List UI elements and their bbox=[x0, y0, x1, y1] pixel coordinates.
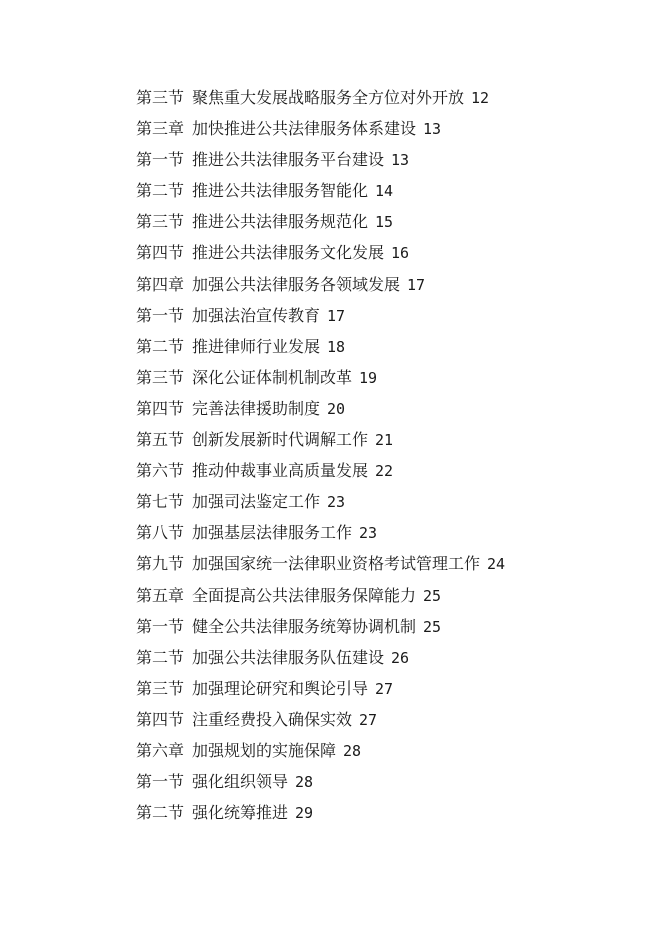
toc-entry[interactable] bbox=[136, 144, 636, 175]
toc-entry-label: 第九节 bbox=[136, 554, 185, 574]
toc-entry-page: 27 bbox=[375, 679, 394, 698]
toc-entry-page: 20 bbox=[327, 399, 346, 418]
toc-entry[interactable] bbox=[136, 82, 636, 113]
toc-entry[interactable] bbox=[136, 642, 636, 673]
toc-entry-page: 26 bbox=[391, 648, 410, 667]
toc-entry[interactable] bbox=[136, 424, 636, 455]
toc-entry-title: 推进律师行业发展 bbox=[192, 336, 321, 356]
toc-entry[interactable] bbox=[136, 704, 636, 735]
toc-entry-label: 第一节 bbox=[136, 772, 185, 792]
toc-entry-title: 加强公共法律服务各领域发展 bbox=[192, 274, 401, 294]
toc-entry[interactable] bbox=[136, 300, 636, 331]
toc-entry-title: 推进公共法律服务规范化 bbox=[192, 212, 369, 232]
toc-entry-title: 加强基层法律服务工作 bbox=[192, 523, 353, 543]
toc-entry[interactable] bbox=[136, 237, 636, 268]
toc-entry-page: 25 bbox=[423, 586, 442, 605]
toc-entry-title: 加强国家统一法律职业资格考试管理工作 bbox=[192, 554, 481, 574]
toc-entry[interactable] bbox=[136, 175, 636, 206]
toc-entry-label: 第一节 bbox=[136, 616, 185, 636]
toc-entry-label: 第三节 bbox=[136, 88, 185, 107]
toc-entry-label: 第三章 bbox=[136, 119, 185, 139]
toc-entry-page: 12 bbox=[471, 89, 490, 107]
toc-entry-label: 第三节 bbox=[136, 678, 185, 698]
toc-entry[interactable] bbox=[136, 517, 636, 548]
toc-entry[interactable] bbox=[136, 766, 636, 797]
toc-entry-page: 16 bbox=[391, 244, 410, 263]
toc-entry-title: 聚焦重大发展战略服务全方位对外开放 bbox=[192, 88, 465, 107]
toc-entry-page: 17 bbox=[327, 306, 346, 325]
toc-entry-title: 创新发展新时代调解工作 bbox=[192, 430, 369, 450]
toc-entry-title: 完善法律援助制度 bbox=[192, 398, 321, 418]
toc-entry-title: 加强公共法律服务队伍建设 bbox=[192, 647, 385, 667]
toc-entry-label: 第二节 bbox=[136, 336, 185, 356]
toc-entry[interactable] bbox=[136, 269, 636, 300]
toc-entry-title: 加快推进公共法律服务体系建设 bbox=[192, 119, 417, 139]
toc-entry-label: 第二节 bbox=[136, 803, 185, 823]
toc-entry-title: 推进公共法律服务文化发展 bbox=[192, 243, 385, 263]
toc-entry-page: 24 bbox=[487, 555, 506, 574]
toc-entry-page: 13 bbox=[423, 120, 442, 139]
toc-entry-title: 加强理论研究和舆论引导 bbox=[192, 678, 369, 698]
toc-entry-title: 深化公证体制机制改革 bbox=[192, 367, 353, 387]
toc-entry[interactable] bbox=[136, 486, 636, 517]
toc-entry-label: 第八节 bbox=[136, 523, 185, 543]
toc-entry-page: 17 bbox=[407, 275, 426, 294]
toc-entry[interactable] bbox=[136, 797, 636, 828]
toc-entry[interactable] bbox=[136, 735, 636, 766]
toc-entry-page: 14 bbox=[375, 182, 394, 201]
toc-entry-page: 22 bbox=[375, 462, 394, 481]
toc-entry-page: 21 bbox=[375, 431, 394, 450]
toc-entry[interactable] bbox=[136, 580, 636, 611]
toc-entry[interactable] bbox=[136, 113, 636, 144]
toc-entry-title: 强化统筹推进 bbox=[192, 803, 289, 823]
toc-entry-label: 第四节 bbox=[136, 709, 185, 729]
toc-entry-title: 全面提高公共法律服务保障能力 bbox=[192, 585, 417, 605]
toc-entry-title: 推进公共法律服务平台建设 bbox=[192, 150, 385, 170]
toc-entry-page: 13 bbox=[391, 151, 410, 170]
toc-entry-page: 23 bbox=[359, 524, 378, 543]
toc-entry-label: 第五章 bbox=[136, 585, 185, 605]
toc-entry-title: 强化组织领导 bbox=[192, 772, 289, 792]
toc-entry-label: 第四节 bbox=[136, 243, 185, 263]
toc-entry-label: 第四节 bbox=[136, 398, 185, 418]
toc-entry-title: 推动仲裁事业高质量发展 bbox=[192, 461, 369, 481]
toc-entry[interactable] bbox=[136, 548, 636, 579]
toc-entry-label: 第六节 bbox=[136, 461, 185, 481]
toc-entry-label: 第四章 bbox=[136, 274, 185, 294]
toc-entry[interactable] bbox=[136, 362, 636, 393]
toc-entry-page: 23 bbox=[327, 493, 346, 512]
toc-entry-page: 25 bbox=[423, 617, 442, 636]
toc-entry-label: 第三节 bbox=[136, 367, 185, 387]
toc-entry-label: 第二节 bbox=[136, 647, 185, 667]
table-of-contents bbox=[136, 82, 636, 828]
toc-entry-label: 第一节 bbox=[136, 305, 185, 325]
toc-entry[interactable] bbox=[136, 206, 636, 237]
toc-entry-page: 19 bbox=[359, 368, 378, 387]
toc-entry-page: 29 bbox=[295, 804, 314, 823]
toc-entry-title: 加强司法鉴定工作 bbox=[192, 492, 321, 512]
toc-entry-page: 28 bbox=[295, 773, 314, 792]
toc-entry-page: 27 bbox=[359, 710, 378, 729]
toc-entry[interactable] bbox=[136, 331, 636, 362]
toc-entry-title: 健全公共法律服务统筹协调机制 bbox=[192, 616, 417, 636]
toc-entry-label: 第三节 bbox=[136, 212, 185, 232]
toc-entry-page: 28 bbox=[343, 741, 362, 760]
toc-entry-title: 注重经费投入确保实效 bbox=[192, 709, 353, 729]
toc-entry[interactable] bbox=[136, 393, 636, 424]
toc-entry-label: 第一节 bbox=[136, 150, 185, 170]
toc-entry-label: 第五节 bbox=[136, 430, 185, 450]
toc-entry[interactable] bbox=[136, 611, 636, 642]
toc-entry-label: 第六章 bbox=[136, 740, 185, 760]
toc-entry-page: 15 bbox=[375, 213, 394, 232]
toc-entry-page: 18 bbox=[327, 337, 346, 356]
toc-entry-title: 加强规划的实施保障 bbox=[192, 740, 337, 760]
toc-entry[interactable] bbox=[136, 673, 636, 704]
toc-entry[interactable] bbox=[136, 455, 636, 486]
toc-entry-title: 加强法治宣传教育 bbox=[192, 305, 321, 325]
toc-entry-title: 推进公共法律服务智能化 bbox=[192, 181, 369, 201]
toc-entry-label: 第二节 bbox=[136, 181, 185, 201]
toc-entry-label: 第七节 bbox=[136, 492, 185, 512]
